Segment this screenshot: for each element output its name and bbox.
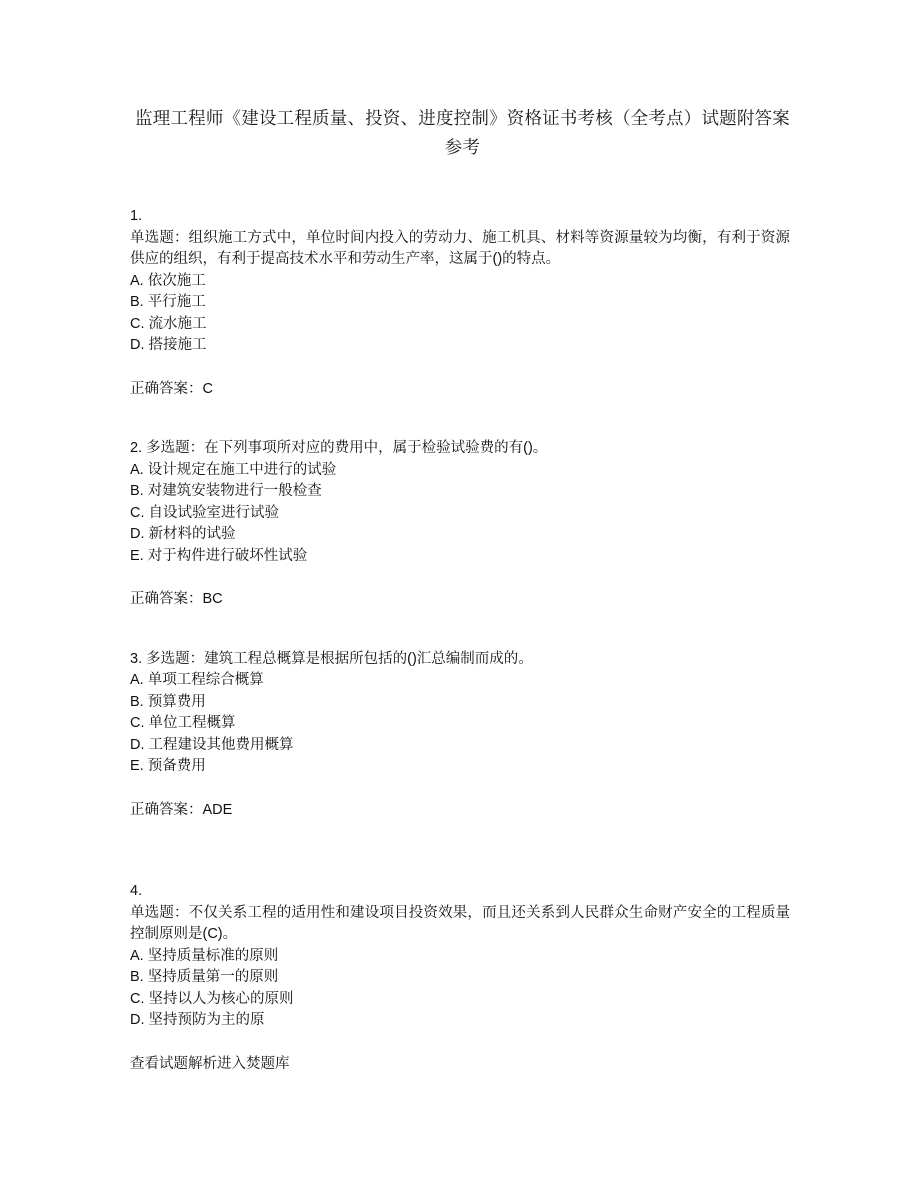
- page-title-line-1: 监理工程师《建设工程质量、投资、进度控制》资格证书考核（全考点）试题附答: [135, 108, 773, 128]
- option-item[interactable]: A. 坚持质量标准的原则: [130, 947, 279, 964]
- questions-container: [0, 206, 920, 1075]
- correct-answer: 正确答案：ADE: [130, 801, 233, 818]
- option-item[interactable]: A. 设计规定在施工中进行的试验: [130, 461, 337, 478]
- question-options: [130, 946, 790, 1032]
- option-item[interactable]: B. 坚持质量第一的原则: [130, 969, 279, 985]
- question-options: [130, 670, 790, 778]
- page-title-line-2: 案参考: [444, 108, 790, 157]
- question-stem: 单选题：组织施工方式中，单位时间内投入的劳动力、施工机具、材料等资源量较为均衡，有利于资源供应的组织，有利于提高技术水平和劳动生产率，这属于()的特点。: [130, 229, 790, 267]
- page-title: [0, 0, 920, 162]
- question-block: [130, 438, 790, 611]
- option-item[interactable]: C. 自设试验室进行试验: [130, 504, 280, 521]
- question-block: [130, 206, 790, 400]
- option-item[interactable]: B. 对建筑安装物进行一般检查: [130, 483, 322, 499]
- correct-answer: 正确答案：BC: [130, 591, 223, 607]
- option-item[interactable]: A. 依次施工: [130, 272, 206, 289]
- question-block: [130, 649, 790, 822]
- view-solution-link[interactable]: 查看试题解析进入焚题库: [130, 1055, 290, 1072]
- question-stem: 2. 多选题：在下列事项所对应的费用中，属于检验试验费的有()。: [130, 440, 548, 456]
- question-stem: 3. 多选题：建筑工程总概算是根据所包括的()汇总编制而成的。: [130, 650, 533, 667]
- option-item[interactable]: D. 搭接施工: [130, 337, 207, 353]
- question-options: [130, 271, 790, 357]
- option-item[interactable]: A. 单项工程综合概算: [130, 672, 264, 688]
- option-item[interactable]: C. 单位工程概算: [130, 715, 236, 731]
- option-item[interactable]: B. 平行施工: [130, 294, 206, 310]
- question-block: [130, 881, 790, 1075]
- option-item[interactable]: B. 预算费用: [130, 693, 206, 710]
- option-item[interactable]: D. 工程建设其他费用概算: [130, 736, 294, 753]
- question-options: [130, 460, 790, 568]
- question-stem: 单选题：不仅关系工程的适用性和建设项目投资效果，而且还关系到人民群众生命财产安全的工程质量控制原则是(C)。: [130, 904, 790, 942]
- option-item[interactable]: D. 坚持预防为主的原: [130, 1012, 265, 1028]
- option-item[interactable]: D. 新材料的试验: [130, 526, 236, 542]
- option-item[interactable]: E. 对于构件进行破坏性试验: [130, 547, 308, 564]
- correct-answer: 正确答案：C: [130, 380, 213, 397]
- option-item[interactable]: E. 预备费用: [130, 758, 206, 774]
- question-number: 1.: [130, 208, 143, 224]
- question-number: 4.: [130, 883, 143, 899]
- option-item[interactable]: C. 流水施工: [130, 315, 207, 332]
- option-item[interactable]: C. 坚持以人为核心的原则: [130, 990, 294, 1007]
